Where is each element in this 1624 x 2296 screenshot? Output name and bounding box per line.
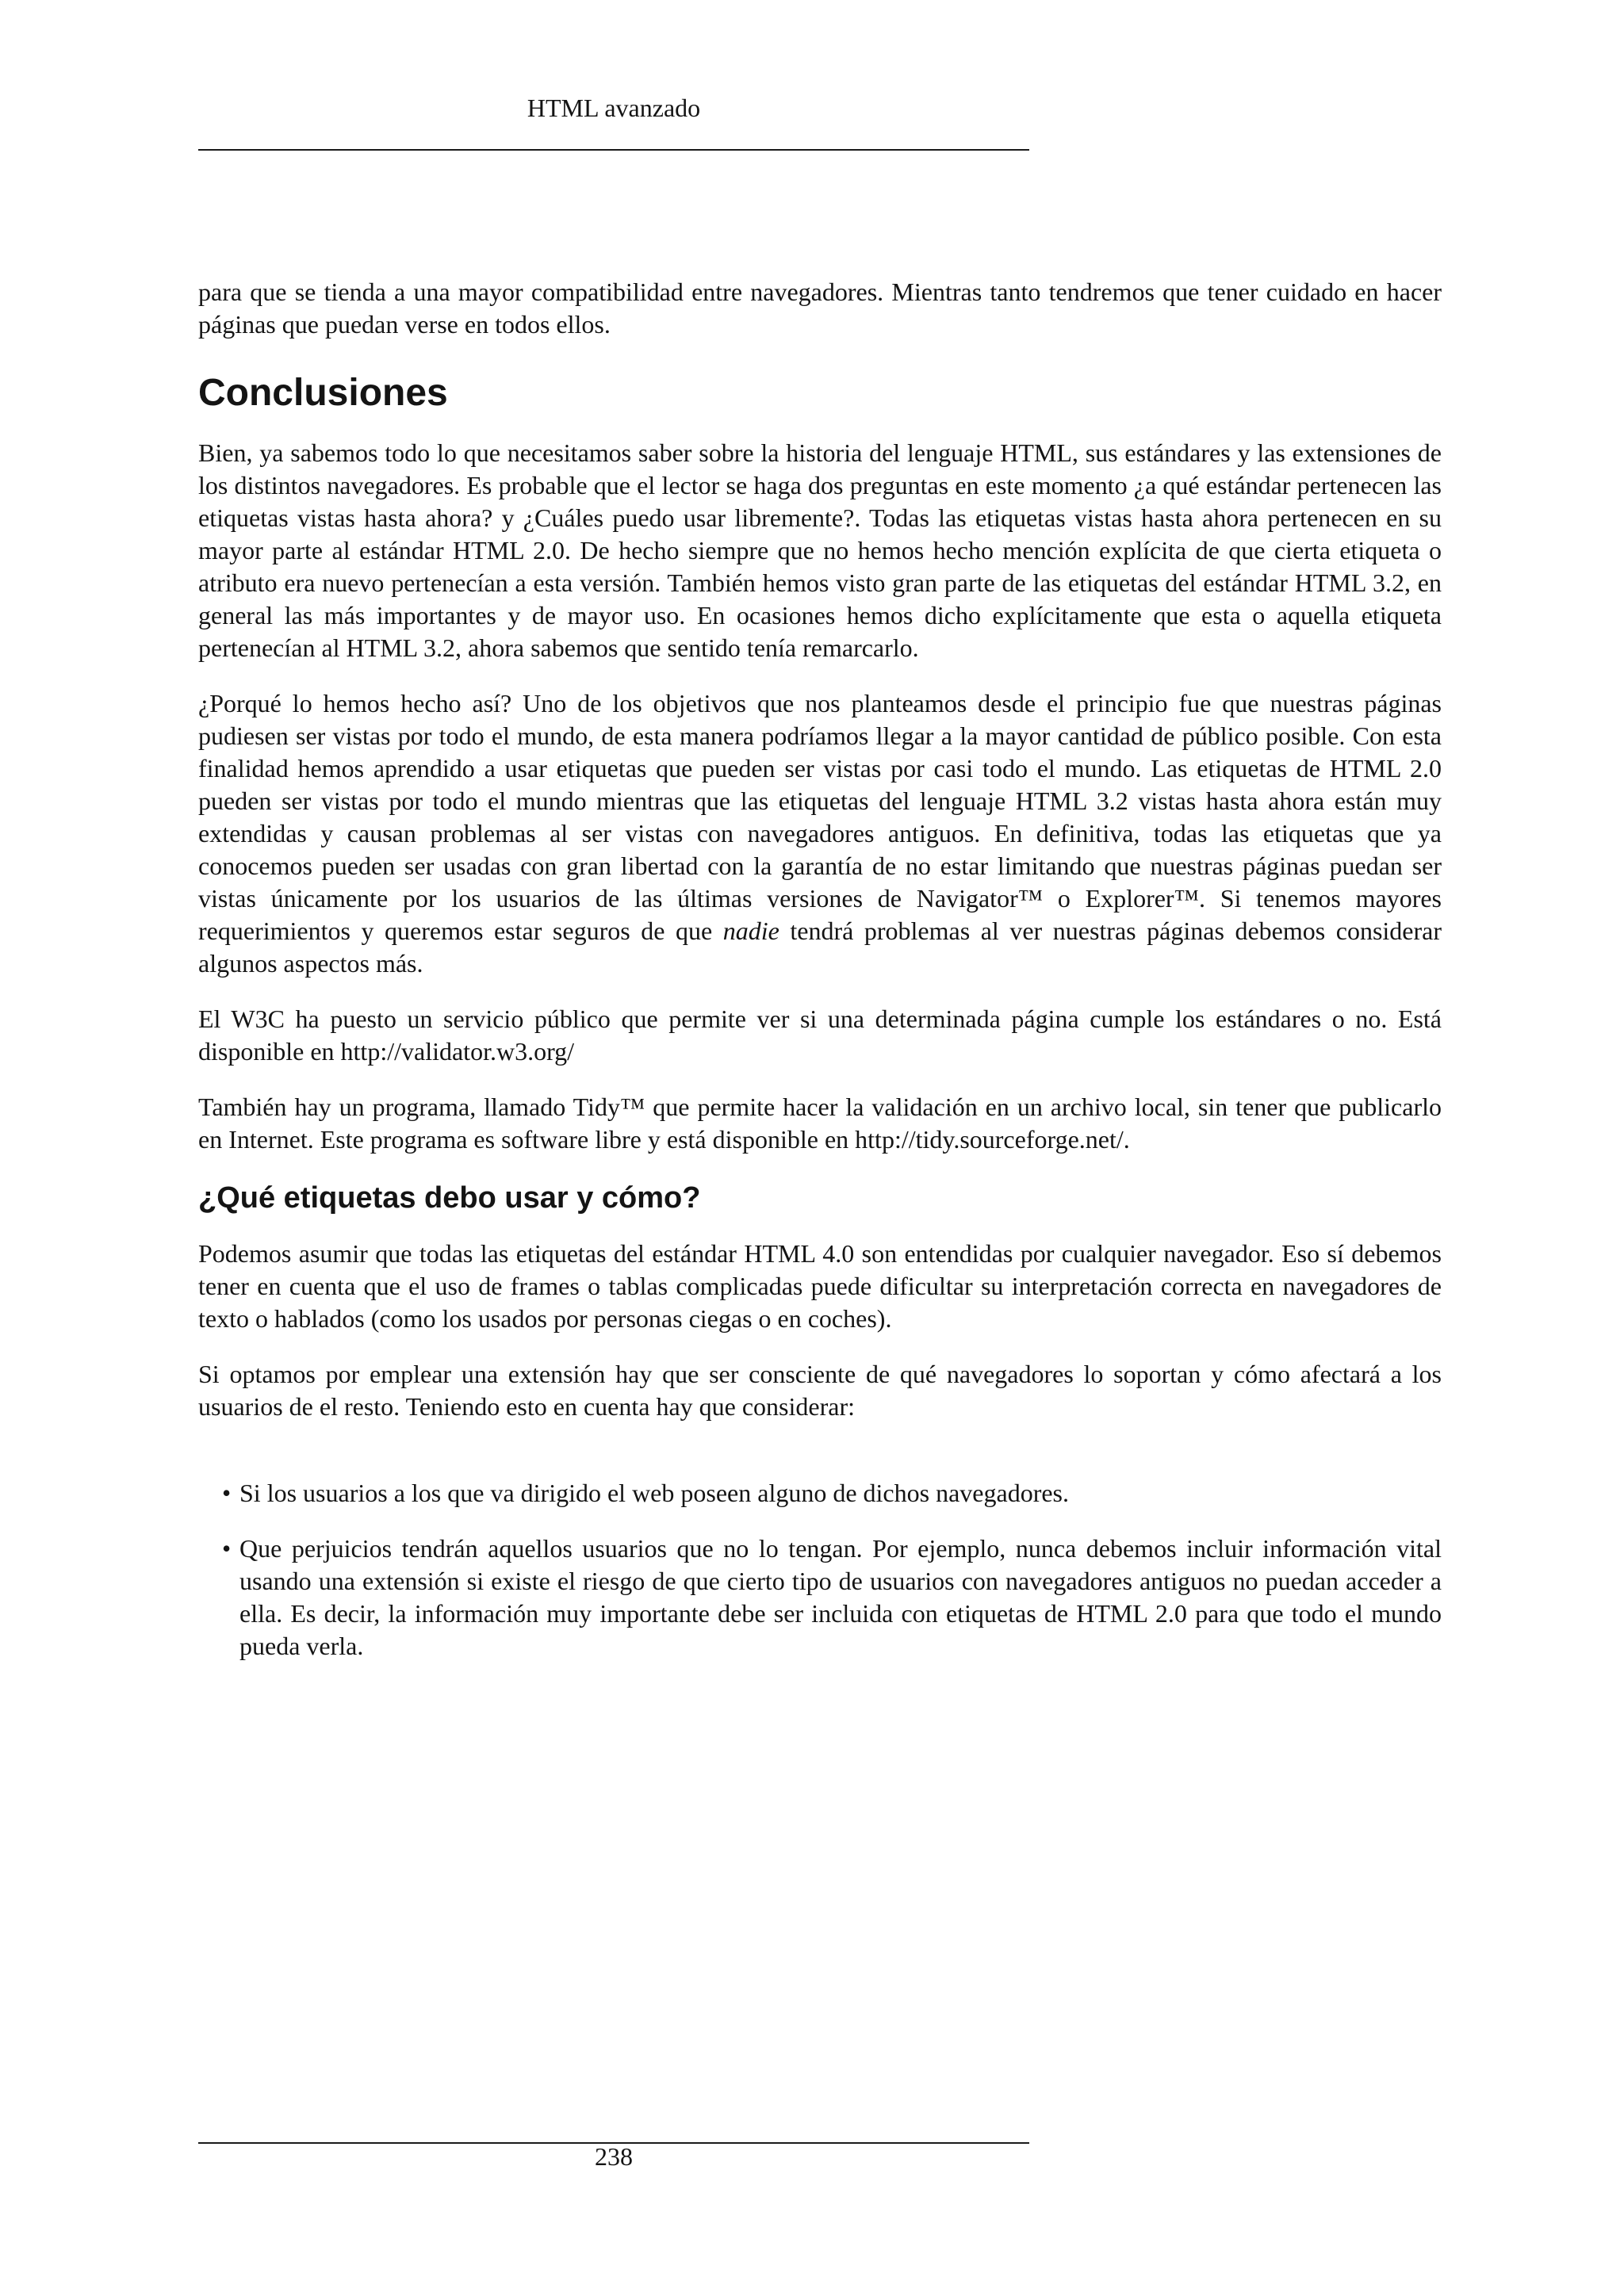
emphasis-nadie: nadie bbox=[722, 916, 779, 945]
paragraph-html4: Podemos asumir que todas las etiquetas del estándar HTML 4.0 son entendidas por cualquier navegador. Eso sí debemos tener en cuenta que el uso de frames o tablas complicadas puede dificultar su interpretación correcta en navegadores de texto o hablados (como los usados por personas ciegas o en coches). bbox=[198, 1239, 1442, 1333]
page-content bbox=[198, 276, 1442, 1686]
paragraph-text: tendrá problemas al ver nuestras páginas debemos considerar algunos aspectos más. bbox=[198, 916, 1442, 978]
list-item-text: Si los usuarios a los que va dirigido el web poseen alguno de dichos navegadores. bbox=[239, 1479, 1069, 1507]
paragraph-conclusiones-1: Bien, ya sabemos todo lo que necesitamos saber sobre la historia del lenguaje HTML, sus estándares y las extensiones de los distintos navegadores. Es probable que el lector se haga dos preguntas en este momento ¿a qué estándar pertenecen las etiquetas vistas hasta ahora? y ¿Cuáles puedo usar libremente?. Todas las etiquetas vistas hasta ahora pertenecen en su mayor parte al estándar HTML 2.0. De hecho siempre que no hemos hecho mención explícita de que cierta etiqueta o atributo era nuevo pertenecían a esta versión. También hemos visto gran parte de las etiquetas del estándar HTML 3.2, en general las más importantes y de mayor uso. En ocasiones hemos dicho explícitamente que esta o aquella etiqueta pertenecían al HTML 3.2, ahora sabemos que sentido tenía remarcarlo. bbox=[198, 438, 1442, 662]
bullet-icon: • bbox=[222, 1534, 232, 1563]
paragraph-tidy: También hay un programa, llamado Tidy™ que permite hacer la validación en un archivo local, sin tener que publicarlo en Internet. Este programa es software libre y está disponible en http://tidy.sourceforge.net/. bbox=[198, 1093, 1442, 1154]
paragraph-text: ¿Porqué lo hemos hecho así? Uno de los objetivos que nos planteamos desde el principio fue que nuestras páginas pudiesen ser vistas por todo el mundo, de esta manera podríamos llegar a la mayor cantidad de público posible. Con esta finalidad hemos aprendido a usar etiquetas que pueden ser vistas por casi todo el mundo. Las etiquetas de HTML 2.0 pueden ser vistas por todo el mundo mientras que las etiquetas del lenguaje HTML 3.2 vistas hasta ahora están muy extendidas y causan problemas al ser vistas con navegadores antiguos. En definitiva, todas las etiquetas que ya conocemos pueden ser usadas con gran libertad con la garantía de no estar limitando que nuestras páginas puedan ser vistas únicamente por los usuarios de las últimas versiones de Navigator™ o Explorer™. Si tenemos mayores requerimientos y queremos estar seguros de que bbox=[198, 689, 1442, 945]
subsection-title: ¿Qué etiquetas debo usar y cómo? bbox=[198, 1181, 701, 1215]
paragraph-validator: El W3C ha puesto un servicio público que permite ver si una determinada página cumple los estándares o no. Está disponible en http://validator.w3.org/ bbox=[198, 1004, 1442, 1066]
paragraph-conclusiones-2 bbox=[198, 687, 1442, 980]
bullet-icon: • bbox=[222, 1479, 232, 1507]
page-number: 238 bbox=[595, 2142, 633, 2171]
running-header: HTML avanzado bbox=[527, 94, 701, 122]
paragraph-extension: Si optamos por emplear una extensión hay que ser consciente de qué navegadores lo soportan y cómo afectará a los usuarios de el resto. Teniendo esto en cuenta hay que considerar: bbox=[198, 1360, 1442, 1421]
considerations-list bbox=[198, 1477, 1442, 1663]
section-title: Conclusiones bbox=[198, 372, 448, 414]
intro-paragraph: para que se tienda a una mayor compatibilidad entre navegadores. Mientras tanto tendremos que tener cuidado en hacer páginas que puedan verse en todos ellos. bbox=[198, 277, 1442, 339]
header-rule bbox=[198, 149, 1029, 151]
list-item bbox=[198, 1533, 1442, 1663]
list-item-text: Que perjuicios tendrán aquellos usuarios que no lo tengan. Por ejemplo, nunca debemos incluir información vital usando una extensión si existe el riesgo de que cierto tipo de usuarios con navegadores antiguos no puedan acceder a ella. Es decir, la información muy importante debe ser incluida con etiquetas de HTML 2.0 para que todo el mundo pueda verla. bbox=[239, 1534, 1442, 1660]
list-item bbox=[198, 1477, 1442, 1510]
